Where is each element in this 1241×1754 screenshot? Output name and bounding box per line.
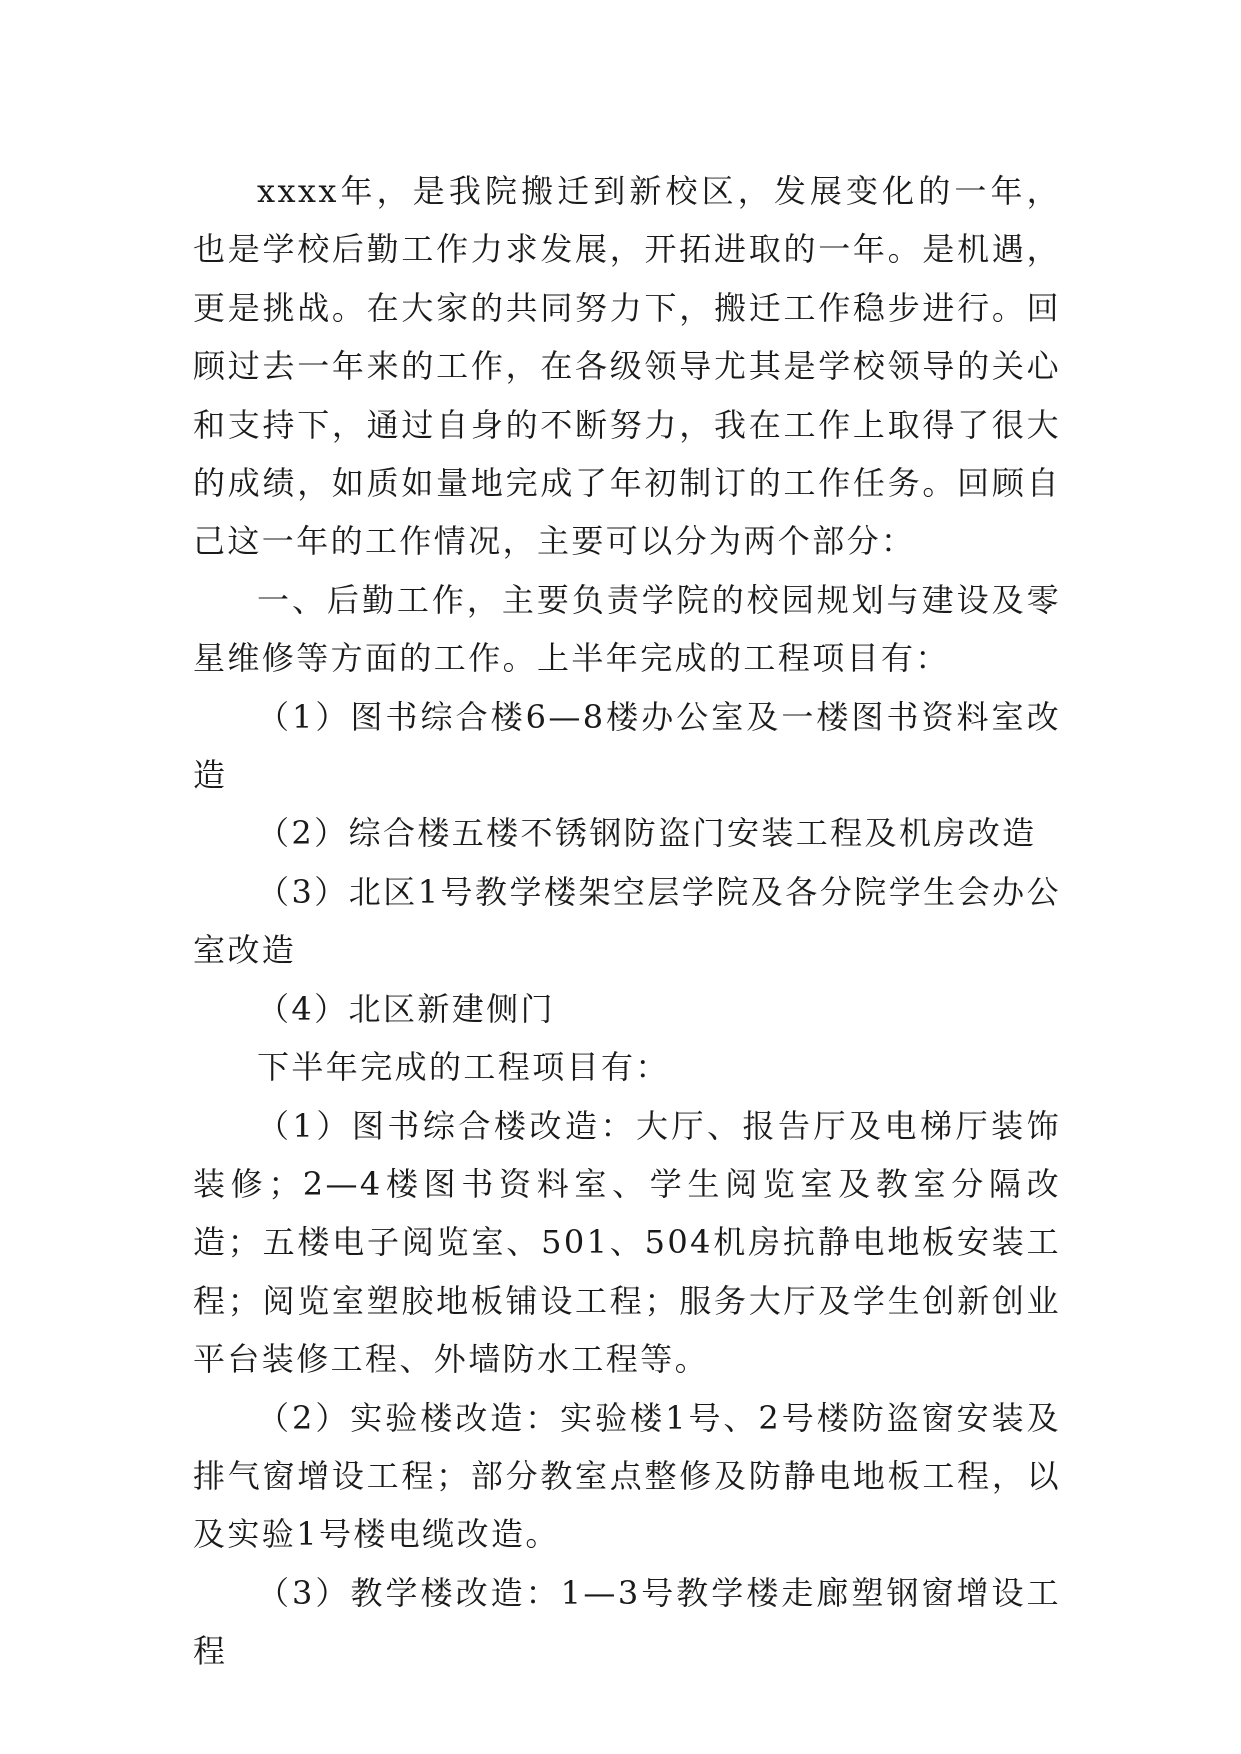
list-item: （4）北区新建侧门 (257, 989, 555, 1028)
paragraph-intro: xxxx年，是我院搬迁到新校区，发展变化的一年，也是学校后勤工作力求发展，开拓进取的一年。是机遇，更是挑战。在大家的共同努力下，搬迁工作稳步进行。回顾过去一年来的工作，在各级领导尤其是学校领导的关心和支持下，通过自身的不断努力，我在工作上取得了很大的成绩，如质如量地完成了年初制订的工作任务。回顾自己这一年的工作情况，主要可以分为两个部分： (193, 172, 1061, 561)
paragraph-second-half-heading: 下半年完成的工程项目有： (257, 1048, 670, 1087)
list-item: （1）图书综合楼改造：大厅、报告厅及电梯厅装饰装修；2—4楼图书资料室、学生阅览室及教室分隔改造；五楼电子阅览室、501、504机房抗静电地板安装工程；阅览室塑胶地板铺设工程；服务大厅及学生创新创业平台装修工程、外墙防水工程等。 (193, 1106, 1061, 1379)
document-body (193, 162, 1061, 1681)
list-item: （3）教学楼改造：1—3号教学楼走廊塑钢窗增设工程 (193, 1573, 1061, 1671)
list-item: （1）图书综合楼6—8楼办公室及一楼图书资料室改造 (193, 697, 1061, 795)
list-item: （3）北区1号教学楼架空层学院及各分院学生会办公室改造 (193, 872, 1061, 970)
list-item: （2）实验楼改造：实验楼1号、2号楼防盗窗安装及排气窗增设工程；部分教室点整修及防静电地板工程，以及实验1号楼电缆改造。 (193, 1398, 1061, 1554)
paragraph-section-one: 一、后勤工作，主要负责学院的校园规划与建设及零星维修等方面的工作。上半年完成的工程项目有： (193, 580, 1061, 678)
list-item: （2）综合楼五楼不锈钢防盗门安装工程及机房改造 (257, 814, 1037, 853)
